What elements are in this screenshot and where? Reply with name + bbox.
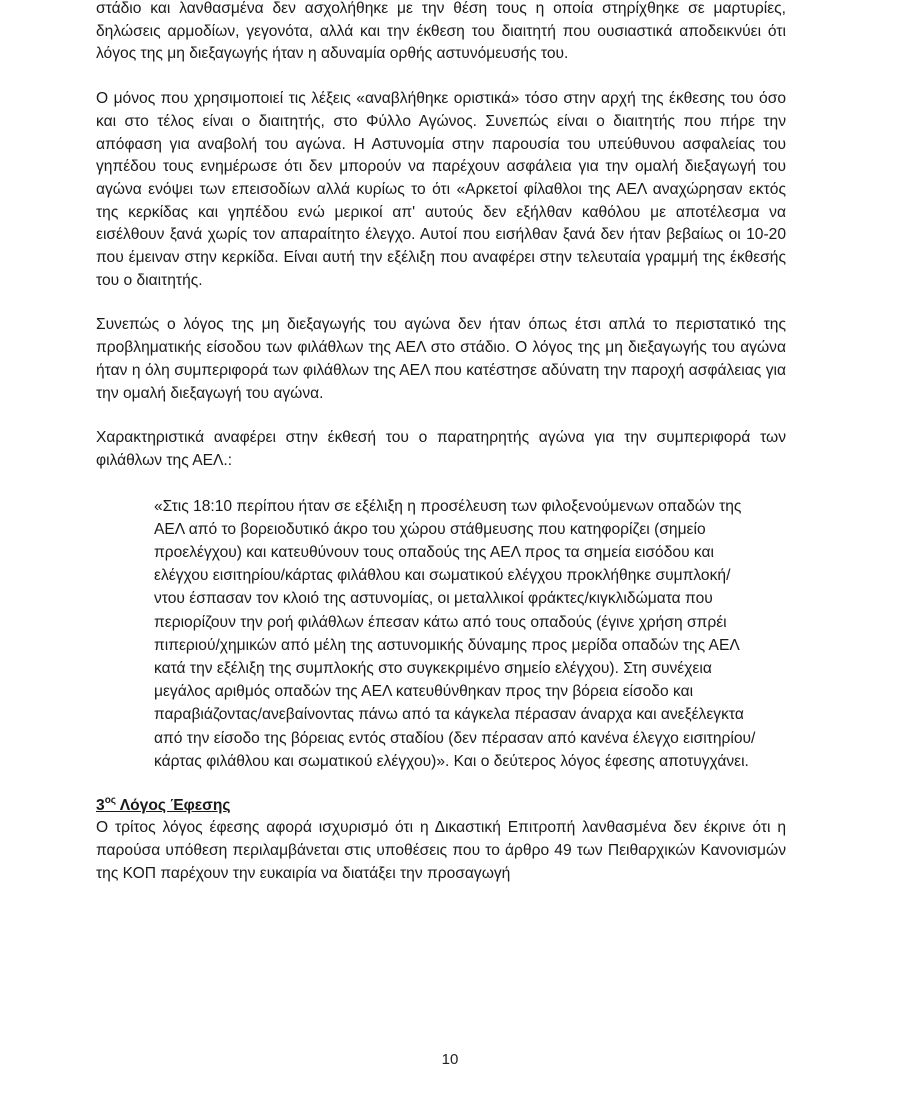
paragraph-gap <box>96 405 786 427</box>
section-heading <box>96 795 786 817</box>
paragraph-gap <box>96 292 786 314</box>
paragraph-observer-intro: Χαρακτηριστικά αναφέρει στην έκθεσή του ο παρατηρητής αγώνα για την συμπεριφορά των φιλάθλων της ΑΕΛ.: <box>96 429 786 469</box>
section-heading-superscript: ος <box>104 794 116 806</box>
paragraph-referee-report: Ο μόνος που χρησιμοποιεί τις λέξεις «αναβλήθηκε οριστικά» τόσο στην αρχή της έκθεσης του όσο και στο τέλος είναι ο διαιτητής, στο Φύλλο Αγώνος. Συνεπώς είναι ο διαιτητής που πήρε την απόφαση για αναβολή του αγώνα. Η Αστυνομία στην παρουσία του υπεύθυνου ασφαλείας του γηπέδου τους ενημέρωσε ότι δεν μπορούν να παρέχουν ασφάλεια για την ομαλή διεξαγωγή του αγώνα ενόψει των επεισοδίων αλλά κυρίως το ότι «Αρκετοί φίλαθλοι της ΑΕΛ αναχώρησαν εκτός της κερκίδας και γηπέδου ενώ μερικοί απ' αυτούς δεν εξήλθαν καθόλου με αποτέλεσμα να εισέλθουν ξανά χωρίς τον απαραίτητο έλεγχο. Αυτοί που εισήλθαν ξανά δεν ήταν βεβαίως οι 10-20 που έμειναν στην κερκίδα. Είναι αυτή την εξέλιξη που αναφέρει στην τελευταία γραμμή της έκθεσής του ο διαιτητής. <box>96 90 786 289</box>
section-heading-number: 3 <box>96 797 105 815</box>
section-heading-title: Λόγος Έφεσης <box>116 797 231 815</box>
paragraph-third-ground: Ο τρίτος λόγος έφεσης αφορά ισχυρισμό ότι η Δικαστική Επιτροπή λανθασμένα δεν έκρινε ότι η παρούσα υπόθεση περιλαμβάνεται στις υποθέσεις που το άρθρο 49 των Πειθαρχικών Κανονισμών της ΚΟΠ παρέχουν την ευκαιρία να διατάξει την προσαγωγή <box>96 819 786 882</box>
paragraph-gap <box>96 66 786 88</box>
paragraph-reason-conclusion: Συνεπώς ο λόγος της μη διεξαγωγής του αγώνα δεν ήταν όπως έτσι απλά το περιστατικό της προβληματικής είσοδου των φιλάθλων της ΑΕΛ στο στάδιο. Ο λόγος της μη διεξαγωγής του αγώνα ήταν η όλη συμπεριφορά των φιλάθλων της ΑΕΛ που κατέστησε αδύνατη την παροχή ασφάλειας για την ομαλή διεξαγωγή του αγώνα. <box>96 316 786 402</box>
block-quote: «Στις 18:10 περίπου ήταν σε εξέλιξη η προσέλευση των φιλοξενούμενων οπαδών της ΑΕΛ από το βορειοδυτικό άκρο του χώρου στάθμευσης που κατηφορίζει (σημείο προελέγχου) και κατευθύνουν τους οπαδούς της ΑΕΛ προς τα σημεία εισόδου και ελέγχου εισιτηρίου/κάρτας φιλάθλου και σωματικού ελέγχου προκλήθηκε συμπλοκή/ντου έσπασαν τον κλοιό της αστυνομίας, οι μεταλλικοί φράκτες/κιγκλιδώματα που περιορίζουν την ροή φιλάθλων έπεσαν κάτω από τους οπαδούς (έγινε χρήση σπρέι πιπεριού/χημικών από μέλη της αστυνομικής δύναμης προς μερίδα οπαδών της ΑΕΛ κατά την εξέλιξη της συμπλοκής στο συγκεκριμένο σημείο ελέγχου). Στη συνέχεια μεγάλος αριθμός οπαδών της ΑΕΛ κατευθύνθηκαν προς την βόρεια είσοδο και παραβιάζοντας/ανεβαίνοντας πάνω από τα κάγκελα πέρασαν άναρχα και ανεξέλεγκτα από την είσοδο της βόρειας εντός σταδίου (δεν πέρασαν από κανένα έλεγχο εισιτηρίου/κάρτας φιλάθλου και σωματικού ελέγχου)». Και ο δεύτερος λόγος έφεσης αποτυγχάνει. <box>154 497 756 770</box>
page-number: 10 <box>441 1051 459 1068</box>
paragraph-gap <box>96 773 786 795</box>
paragraph-gap <box>96 473 786 495</box>
paragraph-continuation: στάδιο και λανθασμένα δεν ασχολήθηκε με την θέση τους η οποία στηρίχθηκε σε μαρτυρίες, δηλώσεις αρμοδίων, γεγονότα, αλλά και την έκθεση του διαιτητή που ουσιαστικά αποδεικνύει ότι λόγος της μη διεξαγωγής ήταν η αδυναμία ορθής αστυνόμευσής του. <box>96 0 786 63</box>
page-body <box>96 0 786 885</box>
